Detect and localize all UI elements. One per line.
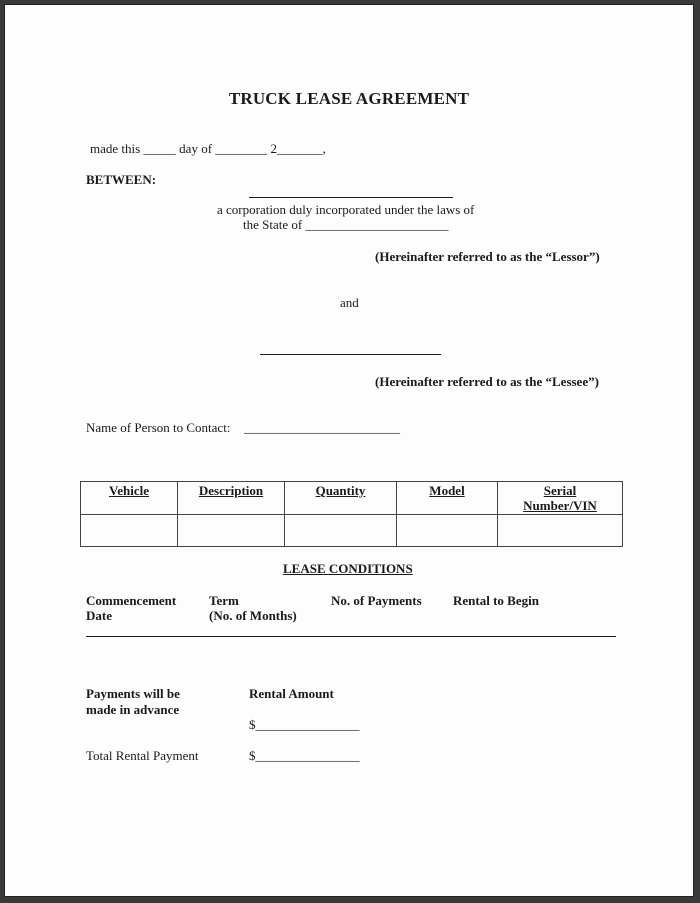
cell-serial-vin[interactable] [498,515,623,547]
document-page [4,4,694,897]
vehicle-table [80,481,623,547]
payments-advance-line1: Payments will be [86,686,180,701]
payments-advance-line2: made in advance [86,702,180,717]
commencement-label-line2: Date [86,608,112,623]
contact-label: Name of Person to Contact: [86,420,231,435]
and-label: and [340,295,359,310]
rental-begin-label: Rental to Begin [453,593,539,608]
document-title: TRUCK LEASE AGREEMENT [228,89,470,108]
header-quantity: Quantity [285,482,397,515]
header-description: Description [178,482,285,515]
lessor-name-blank[interactable] [249,197,453,198]
rental-amount-blank[interactable]: $________________ [249,717,360,732]
made-date-line[interactable]: made this _____ day of ________ 2_______, [90,141,326,156]
header-vehicle: Vehicle [81,482,178,515]
lease-conditions-heading: LEASE CONDITIONS [283,561,413,576]
rental-amount-label: Rental Amount [249,686,334,701]
lessor-corporation-line: a corporation duly incorporated under the laws of [217,202,475,217]
payments-count-label: No. of Payments [331,593,422,608]
lessee-referred-note: (Hereinafter referred to as the “Lessee”) [375,374,599,389]
contact-blank[interactable]: ________________________ [244,420,400,435]
lease-conditions-entry-line[interactable] [86,636,616,637]
cell-model[interactable] [397,515,498,547]
term-label-line2: (No. of Months) [209,608,297,623]
table-row [81,515,623,547]
cell-quantity[interactable] [285,515,397,547]
lessor-state-line[interactable]: the State of ______________________ [243,217,449,232]
total-rental-label: Total Rental Payment [86,748,199,763]
header-serial-vin: Serial Number/VIN [498,482,623,515]
lessor-referred-note: (Hereinafter referred to as the “Lessor”) [375,249,600,264]
cell-vehicle[interactable] [81,515,178,547]
header-model: Model [397,482,498,515]
vehicle-table-header-row [81,482,623,515]
cell-description[interactable] [178,515,285,547]
commencement-label-line1: Commencement [86,593,177,608]
total-rental-blank[interactable]: $________________ [249,748,360,763]
term-label-line1: Term [209,593,239,608]
lessee-name-blank[interactable] [260,354,441,355]
between-label: BETWEEN: [86,172,157,187]
